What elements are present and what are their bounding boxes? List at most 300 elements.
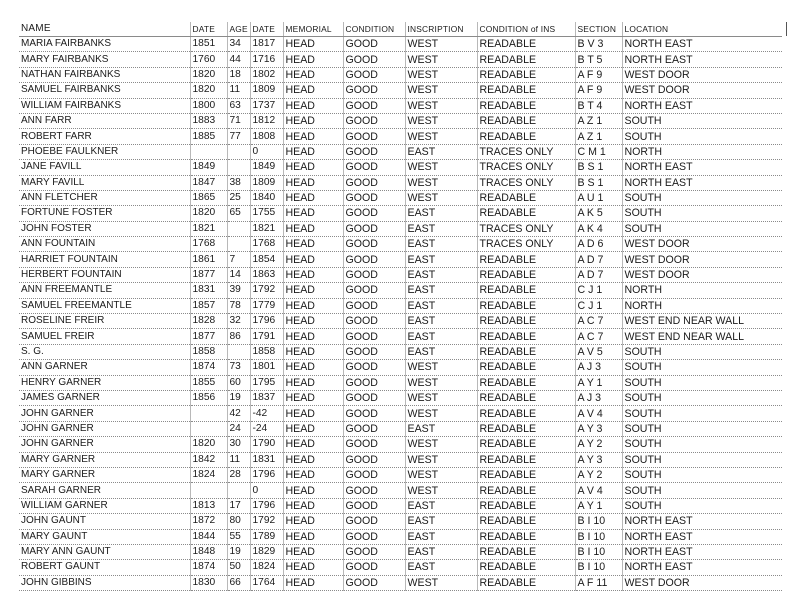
- table-row: [19, 267, 782, 282]
- cell-inscription: WEST: [405, 175, 477, 190]
- header-memorial: MEMORIAL: [283, 22, 343, 37]
- cell-section: A D 7: [575, 267, 622, 282]
- cell-location: NORTH: [622, 298, 782, 313]
- cell-name: ANN FOUNTAIN: [19, 237, 190, 252]
- cell-inscription: EAST: [405, 498, 477, 513]
- cell-date2: 1854: [250, 252, 283, 267]
- cell-date2: 1789: [250, 529, 283, 544]
- cell-location: NORTH EAST: [622, 529, 782, 544]
- cell-date1: 1851: [190, 37, 227, 52]
- cell-name: JOHN GARNER: [19, 437, 190, 452]
- cell-date1: 1848: [190, 544, 227, 559]
- cell-date2: 1840: [250, 190, 283, 205]
- cell-location: WEST END NEAR WALL: [622, 314, 782, 329]
- cell-date2: 1791: [250, 329, 283, 344]
- cell-age: 18: [227, 67, 250, 82]
- cell-date1: 1820: [190, 206, 227, 221]
- cell-name: JOHN GARNER: [19, 406, 190, 421]
- cell-date1: 1821: [190, 221, 227, 236]
- cell-name: JOHN GARNER: [19, 421, 190, 436]
- cell-memorial: HEAD: [283, 437, 343, 452]
- cell-date2: 1812: [250, 113, 283, 128]
- cell-section: B S 1: [575, 160, 622, 175]
- cell-memorial: HEAD: [283, 314, 343, 329]
- cell-condition: GOOD: [343, 252, 405, 267]
- cell-condition-of-ins: READABLE: [477, 329, 575, 344]
- cell-inscription: EAST: [405, 421, 477, 436]
- cell-age: 28: [227, 467, 250, 482]
- cell-age: [227, 344, 250, 359]
- cell-name: JOHN FOSTER: [19, 221, 190, 236]
- cell-date1: 1877: [190, 329, 227, 344]
- cell-memorial: HEAD: [283, 283, 343, 298]
- cell-condition-of-ins: READABLE: [477, 360, 575, 375]
- table-row: [19, 314, 782, 329]
- cell-inscription: EAST: [405, 237, 477, 252]
- header-inscription: INSCRIPTION: [405, 22, 477, 37]
- memorial-table: [19, 22, 782, 591]
- cell-section: A F 9: [575, 67, 622, 82]
- cell-date2: 1809: [250, 83, 283, 98]
- cell-inscription: EAST: [405, 221, 477, 236]
- cell-memorial: HEAD: [283, 160, 343, 175]
- table-row: [19, 190, 782, 205]
- cell-section: B I 10: [575, 560, 622, 575]
- cell-condition: GOOD: [343, 544, 405, 559]
- cell-condition-of-ins: READABLE: [477, 560, 575, 575]
- cell-inscription: WEST: [405, 113, 477, 128]
- table-row: [19, 298, 782, 313]
- cell-condition: GOOD: [343, 83, 405, 98]
- table-row: [19, 390, 782, 405]
- cell-condition: GOOD: [343, 344, 405, 359]
- cell-memorial: HEAD: [283, 67, 343, 82]
- cell-inscription: EAST: [405, 298, 477, 313]
- cell-condition-of-ins: READABLE: [477, 544, 575, 559]
- table-row: [19, 221, 782, 236]
- cell-age: 32: [227, 314, 250, 329]
- cell-inscription: EAST: [405, 252, 477, 267]
- cell-location: NORTH EAST: [622, 37, 782, 52]
- table-row: [19, 575, 782, 590]
- cell-name: MARY GARNER: [19, 452, 190, 467]
- cell-date2: -24: [250, 421, 283, 436]
- cell-section: A J 3: [575, 360, 622, 375]
- table-row: [19, 67, 782, 82]
- cell-inscription: EAST: [405, 314, 477, 329]
- cell-section: A Y 3: [575, 452, 622, 467]
- cell-section: A K 5: [575, 206, 622, 221]
- cell-inscription: WEST: [405, 483, 477, 498]
- cell-memorial: HEAD: [283, 206, 343, 221]
- cell-location: SOUTH: [622, 406, 782, 421]
- cell-memorial: HEAD: [283, 298, 343, 313]
- cell-name: WILLIAM GARNER: [19, 498, 190, 513]
- cell-memorial: HEAD: [283, 37, 343, 52]
- cell-location: NORTH EAST: [622, 560, 782, 575]
- table-row: [19, 544, 782, 559]
- table-row: [19, 252, 782, 267]
- cell-name: HERBERT FOUNTAIN: [19, 267, 190, 282]
- cell-inscription: EAST: [405, 514, 477, 529]
- cell-section: B V 3: [575, 37, 622, 52]
- cell-age: 11: [227, 83, 250, 98]
- cell-name: S. G.: [19, 344, 190, 359]
- cell-location: SOUTH: [622, 190, 782, 205]
- cell-name: ROBERT GAUNT: [19, 560, 190, 575]
- cell-name: JOHN GAUNT: [19, 514, 190, 529]
- cell-condition-of-ins: READABLE: [477, 575, 575, 590]
- cell-inscription: EAST: [405, 544, 477, 559]
- cell-location: NORTH EAST: [622, 98, 782, 113]
- cell-section: A V 4: [575, 483, 622, 498]
- cell-name: SAMUEL FAIRBANKS: [19, 83, 190, 98]
- cell-section: B S 1: [575, 175, 622, 190]
- cell-date1: 1849: [190, 160, 227, 175]
- table-row: [19, 52, 782, 67]
- cell-condition: GOOD: [343, 206, 405, 221]
- cell-age: [227, 221, 250, 236]
- cell-date2: 1837: [250, 390, 283, 405]
- cell-location: SOUTH: [622, 498, 782, 513]
- cell-inscription: WEST: [405, 67, 477, 82]
- cell-date1: 1855: [190, 375, 227, 390]
- cell-condition: GOOD: [343, 421, 405, 436]
- cell-condition: GOOD: [343, 498, 405, 513]
- cell-location: WEST DOOR: [622, 237, 782, 252]
- cell-condition: GOOD: [343, 298, 405, 313]
- cell-date1: [190, 406, 227, 421]
- cell-inscription: EAST: [405, 560, 477, 575]
- cell-memorial: HEAD: [283, 529, 343, 544]
- cell-condition-of-ins: TRACES ONLY: [477, 160, 575, 175]
- cell-age: [227, 237, 250, 252]
- cell-inscription: WEST: [405, 190, 477, 205]
- cell-condition: GOOD: [343, 406, 405, 421]
- cell-condition: GOOD: [343, 452, 405, 467]
- cell-date1: 1824: [190, 467, 227, 482]
- cell-location: SOUTH: [622, 113, 782, 128]
- cell-location: NORTH EAST: [622, 160, 782, 175]
- cell-inscription: WEST: [405, 452, 477, 467]
- cell-age: 19: [227, 390, 250, 405]
- cell-location: WEST DOOR: [622, 252, 782, 267]
- cell-inscription: EAST: [405, 283, 477, 298]
- cell-name: JANE FAVILL: [19, 160, 190, 175]
- cell-section: B I 10: [575, 529, 622, 544]
- cell-name: JOHN GIBBINS: [19, 575, 190, 590]
- cell-condition-of-ins: READABLE: [477, 344, 575, 359]
- cell-age: 24: [227, 421, 250, 436]
- cell-date1: 1872: [190, 514, 227, 529]
- cell-inscription: WEST: [405, 160, 477, 175]
- cell-name: SARAH GARNER: [19, 483, 190, 498]
- cell-condition: GOOD: [343, 390, 405, 405]
- cell-date2: 1802: [250, 67, 283, 82]
- cell-date2: 1849: [250, 160, 283, 175]
- cell-memorial: HEAD: [283, 252, 343, 267]
- cell-condition-of-ins: READABLE: [477, 529, 575, 544]
- cell-section: A V 5: [575, 344, 622, 359]
- cell-date1: 1874: [190, 560, 227, 575]
- cell-location: WEST DOOR: [622, 575, 782, 590]
- cell-date1: [190, 483, 227, 498]
- header-name: NAME: [19, 22, 190, 37]
- cell-condition-of-ins: READABLE: [477, 129, 575, 144]
- table-row: [19, 360, 782, 375]
- table-row: [19, 160, 782, 175]
- table-row: [19, 437, 782, 452]
- cell-date1: 1883: [190, 113, 227, 128]
- cell-age: 55: [227, 529, 250, 544]
- cell-inscription: EAST: [405, 529, 477, 544]
- cell-date2: 1801: [250, 360, 283, 375]
- cell-memorial: HEAD: [283, 267, 343, 282]
- cell-location: WEST DOOR: [622, 67, 782, 82]
- cell-section: C J 1: [575, 283, 622, 298]
- cell-name: SAMUEL FREIR: [19, 329, 190, 344]
- cell-inscription: WEST: [405, 375, 477, 390]
- cell-date1: 1813: [190, 498, 227, 513]
- cell-memorial: HEAD: [283, 344, 343, 359]
- cell-condition-of-ins: READABLE: [477, 98, 575, 113]
- cell-location: SOUTH: [622, 206, 782, 221]
- cell-condition: GOOD: [343, 575, 405, 590]
- header-date-born: DATE: [250, 22, 283, 37]
- cell-date2: 0: [250, 144, 283, 159]
- table-body: [19, 37, 782, 591]
- cell-date2: 1779: [250, 298, 283, 313]
- cell-date1: 1844: [190, 529, 227, 544]
- cell-date2: 1737: [250, 98, 283, 113]
- cell-location: SOUTH: [622, 375, 782, 390]
- cell-section: B I 10: [575, 544, 622, 559]
- header-section: SECTION: [575, 22, 622, 37]
- cell-age: 63: [227, 98, 250, 113]
- cell-condition: GOOD: [343, 144, 405, 159]
- table-row: [19, 529, 782, 544]
- cell-condition: GOOD: [343, 437, 405, 452]
- cell-condition-of-ins: READABLE: [477, 375, 575, 390]
- cell-name: HENRY GARNER: [19, 375, 190, 390]
- cell-location: WEST END NEAR WALL: [622, 329, 782, 344]
- cell-inscription: EAST: [405, 344, 477, 359]
- cell-age: 66: [227, 575, 250, 590]
- cell-section: A K 4: [575, 221, 622, 236]
- cell-section: B T 4: [575, 98, 622, 113]
- cell-condition-of-ins: READABLE: [477, 498, 575, 513]
- cell-name: JAMES GARNER: [19, 390, 190, 405]
- cell-condition-of-ins: READABLE: [477, 421, 575, 436]
- cell-memorial: HEAD: [283, 406, 343, 421]
- cell-age: 60: [227, 375, 250, 390]
- cell-condition-of-ins: TRACES ONLY: [477, 221, 575, 236]
- cell-date1: 1820: [190, 83, 227, 98]
- cell-date1: [190, 421, 227, 436]
- cell-age: 77: [227, 129, 250, 144]
- cell-section: A Y 2: [575, 467, 622, 482]
- cell-date2: 1792: [250, 283, 283, 298]
- cell-section: A V 4: [575, 406, 622, 421]
- cell-memorial: HEAD: [283, 221, 343, 236]
- cell-memorial: HEAD: [283, 375, 343, 390]
- cell-inscription: WEST: [405, 437, 477, 452]
- cell-date1: 1842: [190, 452, 227, 467]
- cell-age: 73: [227, 360, 250, 375]
- cell-inscription: WEST: [405, 129, 477, 144]
- cell-memorial: HEAD: [283, 83, 343, 98]
- cell-date2: 1792: [250, 514, 283, 529]
- cell-date1: 1760: [190, 52, 227, 67]
- cell-date1: 1831: [190, 283, 227, 298]
- cell-condition-of-ins: READABLE: [477, 206, 575, 221]
- cell-condition: GOOD: [343, 160, 405, 175]
- cell-location: NORTH EAST: [622, 52, 782, 67]
- cell-date2: 1796: [250, 467, 283, 482]
- table-row: [19, 344, 782, 359]
- cell-memorial: HEAD: [283, 190, 343, 205]
- cell-location: SOUTH: [622, 360, 782, 375]
- cell-condition: GOOD: [343, 190, 405, 205]
- cell-date2: 1808: [250, 129, 283, 144]
- cell-age: 25: [227, 190, 250, 205]
- cell-section: A D 6: [575, 237, 622, 252]
- cell-section: A F 11: [575, 575, 622, 590]
- cell-date1: 1858: [190, 344, 227, 359]
- cell-date1: 1828: [190, 314, 227, 329]
- cell-memorial: HEAD: [283, 237, 343, 252]
- cell-inscription: EAST: [405, 144, 477, 159]
- cell-date2: 1795: [250, 375, 283, 390]
- cell-condition: GOOD: [343, 283, 405, 298]
- cell-age: 34: [227, 37, 250, 52]
- cell-condition: GOOD: [343, 467, 405, 482]
- table-row: [19, 375, 782, 390]
- cell-memorial: HEAD: [283, 483, 343, 498]
- cell-memorial: HEAD: [283, 360, 343, 375]
- cell-condition-of-ins: READABLE: [477, 452, 575, 467]
- cell-section: A Y 1: [575, 498, 622, 513]
- cell-name: NATHAN FAIRBANKS: [19, 67, 190, 82]
- cell-age: 86: [227, 329, 250, 344]
- cell-inscription: EAST: [405, 267, 477, 282]
- cell-memorial: HEAD: [283, 52, 343, 67]
- header-age: AGE: [227, 22, 250, 37]
- cell-age: 80: [227, 514, 250, 529]
- cell-location: NORTH EAST: [622, 175, 782, 190]
- cell-date2: 1858: [250, 344, 283, 359]
- header-condition-of-inscription: CONDITION of INS: [477, 22, 575, 37]
- cell-name: HARRIET FOUNTAIN: [19, 252, 190, 267]
- cell-memorial: HEAD: [283, 514, 343, 529]
- table-row: [19, 237, 782, 252]
- cell-inscription: WEST: [405, 52, 477, 67]
- cell-memorial: HEAD: [283, 575, 343, 590]
- cell-condition: GOOD: [343, 67, 405, 82]
- cell-inscription: WEST: [405, 83, 477, 98]
- cell-age: 17: [227, 498, 250, 513]
- cell-inscription: EAST: [405, 206, 477, 221]
- cell-age: 19: [227, 544, 250, 559]
- header-row: [19, 22, 782, 37]
- cell-location: SOUTH: [622, 421, 782, 436]
- table-row: [19, 98, 782, 113]
- cell-name: SAMUEL FREEMANTLE: [19, 298, 190, 313]
- cell-name: ROBERT FARR: [19, 129, 190, 144]
- cell-date1: 1861: [190, 252, 227, 267]
- cell-date1: 1856: [190, 390, 227, 405]
- cell-section: A Y 1: [575, 375, 622, 390]
- cell-location: SOUTH: [622, 452, 782, 467]
- cell-date1: 1820: [190, 437, 227, 452]
- table-row: [19, 467, 782, 482]
- cell-memorial: HEAD: [283, 498, 343, 513]
- cell-condition: GOOD: [343, 360, 405, 375]
- cell-condition: GOOD: [343, 221, 405, 236]
- cell-condition-of-ins: READABLE: [477, 252, 575, 267]
- cell-date2: 1790: [250, 437, 283, 452]
- cell-memorial: HEAD: [283, 113, 343, 128]
- cell-name: MARIA FAIRBANKS: [19, 37, 190, 52]
- cell-age: 39: [227, 283, 250, 298]
- cell-age: [227, 144, 250, 159]
- cell-location: NORTH EAST: [622, 544, 782, 559]
- header-date: DATE: [190, 22, 227, 37]
- cell-section: A D 7: [575, 252, 622, 267]
- cell-condition-of-ins: READABLE: [477, 37, 575, 52]
- cell-condition-of-ins: READABLE: [477, 514, 575, 529]
- cell-condition-of-ins: READABLE: [477, 483, 575, 498]
- cell-inscription: EAST: [405, 329, 477, 344]
- cell-condition: GOOD: [343, 52, 405, 67]
- cell-name: ROSELINE FREIR: [19, 314, 190, 329]
- cell-section: A Z 1: [575, 113, 622, 128]
- cell-condition-of-ins: TRACES ONLY: [477, 144, 575, 159]
- cell-condition-of-ins: TRACES ONLY: [477, 175, 575, 190]
- table-row: [19, 514, 782, 529]
- cell-memorial: HEAD: [283, 421, 343, 436]
- cell-condition-of-ins: READABLE: [477, 83, 575, 98]
- cell-age: 30: [227, 437, 250, 452]
- cell-location: SOUTH: [622, 483, 782, 498]
- cell-condition-of-ins: READABLE: [477, 113, 575, 128]
- cell-age: [227, 483, 250, 498]
- cell-condition-of-ins: READABLE: [477, 67, 575, 82]
- cell-location: NORTH: [622, 283, 782, 298]
- cell-name: MARY FAVILL: [19, 175, 190, 190]
- cell-date1: 1874: [190, 360, 227, 375]
- cell-date2: 1831: [250, 452, 283, 467]
- cell-name: ANN FLETCHER: [19, 190, 190, 205]
- cell-section: A C 7: [575, 329, 622, 344]
- cell-inscription: WEST: [405, 37, 477, 52]
- cell-condition: GOOD: [343, 483, 405, 498]
- cell-section: A J 3: [575, 390, 622, 405]
- table-row: [19, 206, 782, 221]
- cell-date2: 1829: [250, 544, 283, 559]
- cell-age: 14: [227, 267, 250, 282]
- cell-inscription: WEST: [405, 467, 477, 482]
- cell-age: 71: [227, 113, 250, 128]
- cell-section: A Y 2: [575, 437, 622, 452]
- cell-memorial: HEAD: [283, 467, 343, 482]
- table-row: [19, 113, 782, 128]
- cell-date1: 1847: [190, 175, 227, 190]
- cell-name: ANN GARNER: [19, 360, 190, 375]
- cell-condition-of-ins: READABLE: [477, 314, 575, 329]
- cell-condition: GOOD: [343, 314, 405, 329]
- table-row: [19, 406, 782, 421]
